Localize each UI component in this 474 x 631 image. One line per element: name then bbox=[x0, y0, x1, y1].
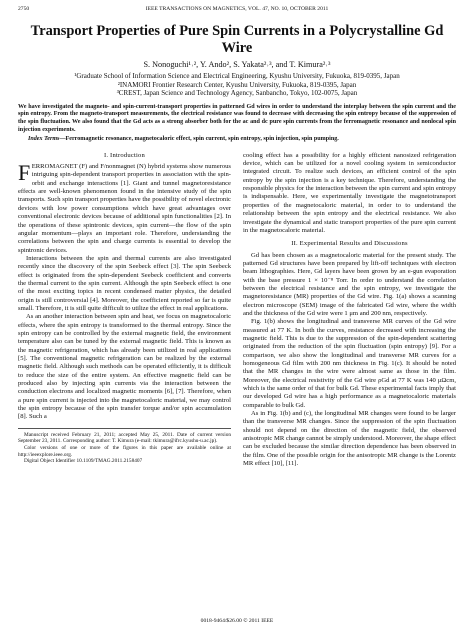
header-spacer bbox=[416, 6, 456, 16]
journal-header: IEEE TRANSACTIONS ON MAGNETICS, VOL. 47, NO. 10, OCTOBER 2011 bbox=[145, 6, 329, 12]
affiliation-3: ³CREST, Japan Science and Technology Agency, Sanbancho, Tokyo, 102-0075, Japan bbox=[116, 89, 358, 98]
body-columns bbox=[18, 152, 456, 469]
results-paragraph-1: Gd has been chosen as a magnetocaloric material for the present study. The patterned Gd structures have been prepared by lift-off techniques with electron beam lithographies. Here, Gd layers have been grown by an e-gun evaporation with the base pressure 1 × 10⁻⁸ Torr. In order to understand the correlation between the electrical resistance and the spin entropy, we investigate the magnetoresistance (MR) properties of the Gd wire. Fig. 1(a) shows a scanning electron microscope (SEM) image of the fabricated Gd wire, where the width and the thickness of the Gd wire were 1 μm and 200 nm, respectively. bbox=[243, 251, 456, 317]
left-column bbox=[18, 152, 231, 469]
paper-title: Transport Properties of Pure Spin Currents in a Polycrystalline Gd Wire bbox=[30, 23, 444, 56]
affiliations bbox=[18, 72, 456, 98]
intro-paragraph-4: cooling effect has a possibility for a highly efficient nanosized refrigeration device, which can be utilized for a novel cooling system in semiconductor integrated circuit. To realize such devices, an efficient control of the spin entropy by the spin injection is a key technique. Therefore, understanding the responsible physics for the interaction between the spin current and spin entropy is indispensable. Here, we experimentally investigate the magnetotransport properties of the magnetocaloric material, in order to to understand the relationship between the spin entropy and the electrical resistance. We also investigate the dynamical and static transport properties of the pure spin current in the magnetocaloric material. bbox=[243, 151, 456, 234]
section-heading-experimental: II. Experimental Results and Discussions bbox=[291, 240, 408, 248]
results-paragraph-2: Fig. 1(b) shows the longitudinal and transverse MR curves of the Gd wire measured at 77 K. In both the curves, resistance decreased with increasing the magnetic field. This is due to the suppression of the spin-dependent scattering originated from the reduction of the spin fluctuation (spin entropy) [9]. For a comparison, we also show the longitudinal and transverse MR curves for a homogeneous Gd film with 200 nm thickness in Fig. 1(c). It should be noted that the MR changes in the wire were almost same as those in the film. Moreover, the electrical resistivity of the Gd wire ρGd at 77 K was 140 μΩcm, which is the same order of that for bulk Gd. These experimental facts imply that our developed Gd wire has a high performance as a magnetocaloric materials comparable to bulk Gd. bbox=[243, 318, 456, 409]
section-heading-intro: I. Introduction bbox=[103, 151, 146, 159]
drop-cap: F bbox=[18, 163, 31, 186]
affiliation-1: ¹Graduate School of Information Science and Electrical Engineering, Kyushu University, Fukuoka, 819-0395, Japan bbox=[74, 72, 400, 80]
running-header bbox=[18, 6, 456, 16]
intro-paragraph-3: As an another interaction between spin and heat, we focus on magnetocaloric effects, where the spin entropy is transformed to the thermal entropy. Since the spin entropy can be controlled by the external magnetic field, the environment temperature also can be tuned by the external magnetic field. This is known as the magnetic refrigeration, which has already been utilized in real applications [5]. The conventional magnetic refrigeration can be realized by the external magnetic field. Although such methods can be operated efficiently, it is difficult to reduce the size of the entire system. An effective magnetic field can be produced also by injecting spin currents via the interaction between the conduction electrons and localized magnetic moments [6], [7]. Therefore, when a pure spin current is injected into the magnetocaloric material, we may control the spin entropy because of the spin transfer torque and/or spin accumulation [8]. Such a bbox=[18, 313, 231, 421]
paper-authors: S. Nonoguchi¹˒², Y. Ando², S. Yakata²˒³, and T. Kimura²˒³ bbox=[143, 60, 331, 69]
results-paragraph-3: As in Fig. 1(b) and (c), the longitudinal MR changes were found to be larger than the transverse MR changes. Since the suppression of the spin fluctuation should not depend on the direction of the magnetic field, the observed anisotropic MR change cannot be simply understood. Moreover, the shape effect can be excluded because the similar direction dependence has been observed in the film. One of the possible origin for the anisotropic MR change is the Lorentz MR effect [10], [11]. bbox=[243, 410, 456, 468]
index-terms-label: Index Terms bbox=[28, 136, 60, 143]
right-column bbox=[243, 152, 456, 469]
page-footer: 0018-9464/$26.00 © 2011 IEEE bbox=[200, 618, 274, 624]
footnote-manuscript: Manuscript received February 21, 2011; accepted May 25, 2011. Date of current version September 23, 2011. Corresponding author: T. Kimura (e-mail: tkimura@ifrc.kyushu-u.ac.jp). bbox=[18, 431, 231, 445]
footnote-doi: Digital Object Identifier 10.1109/TMAG.2011.2158407 bbox=[24, 458, 143, 465]
footnotes bbox=[18, 428, 231, 465]
intro-paragraph-2: Interactions between the spin and thermal currents are also investigated recently since the discovery of the spin Seebeck effect [3]. The spin Seebeck effect is originated from the spin-dependent Seebeck coefficient and converts the thermal current to the spin current. Although the spin Seebeck effect is one of the most exciting topics in recent condensed matter physics, the detailed origin is still controversial [4]. Moreover, the coefficient reported so far is quite small. Therefore, it is still quite difficult to utilize the effect in real applications. bbox=[18, 254, 231, 312]
index-terms bbox=[18, 136, 456, 144]
affiliation-2: ²INAMORI Frontier Research Center, Kyushu University, Fukuoka, 819-0395, Japan bbox=[117, 80, 357, 89]
intro-paragraph-1 bbox=[18, 163, 231, 255]
abstract: We have investigated the magneto- and spin-current-transport properties in patterned Gd wires in order to understand the interplay between the spin current and the spin entropy. From the magneto-transport measurements, the electrical resistance was found to decrease with decreasing the spin entropy because of the suppression of the spin fluctuation. We also found that the Gd acts as a strong absorber both for the ac and dc pure spin currents from the ferromagnetic resonance and nonlocal spin injection experiments. bbox=[18, 103, 456, 133]
page-number: 2750 bbox=[18, 6, 30, 12]
intro-paragraph-1-text: ERROMAGNET (F) and F/nonmagnet (N) hybrid systems show numerous intriguing spin-dependent transport properties in association with the spin-orbit and exchange interactions [1]. Giant and tunnel magnetoresistance effects are well-known phenomenon found in the intensive study of the spin transports. Such spin transport properties have the possibility of novel electronic devices with low power consumptions which have great advantages over conventional electronic devices because of additional spin functionalities [2]. In the operations of these spintronic devices, spin current—the flow of the spin angular momentum—plays an important role. Therefore, understanding the correlations between the spin and charge currents is essential to develop the spintronic devices. bbox=[18, 163, 231, 254]
footnote-color: Color versions of one or more of the figures in this paper are available online at http://ieeexplore.ieee.org. bbox=[18, 444, 231, 458]
index-terms-text: —Ferromagnetic resonance, magnetocaloric effect, spin current, spin entropy, spin injection, spin pumping. bbox=[59, 136, 339, 143]
